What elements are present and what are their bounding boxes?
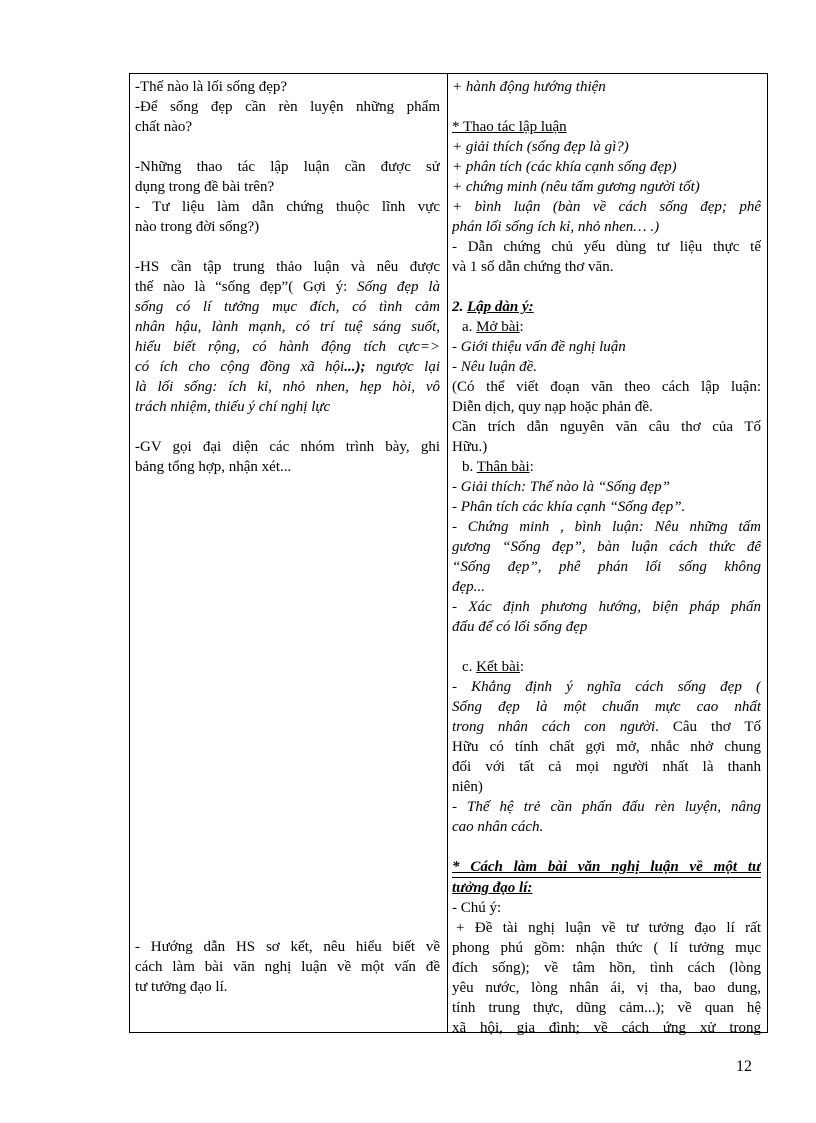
method-note-line6: xã hội, gia đình; về cách ứng xử trong [452, 1020, 761, 1036]
intro-point1: - Giới thiệu vấn đề nghị luận [452, 339, 626, 355]
question-evidence-line1: - Tư liệu làm dẫn chứng thuộc lĩnh vực [135, 199, 440, 215]
method-note-line3: đích sống); về tâm hồn, tình cách (lòng [452, 960, 761, 976]
evidence-note-line2: và 1 số dẫn chứng thơ văn. [452, 259, 614, 275]
operation-comment-line1: + bình luận (bàn về cách sống đẹp; phê [452, 199, 761, 215]
intro-heading-colon: : [519, 319, 524, 335]
question-argument-line1: -Những thao tác lập luận cần được sử [135, 159, 440, 175]
intro-heading-text: Mở bài [476, 319, 520, 335]
hs-discussion-line3: sống có lí tưởng mục đích, có tình cảm [135, 299, 440, 315]
hs-discussion-line6-a: có ích cho cộng đồng xã hội [135, 359, 345, 375]
conclusion-point1-line4: Hữu có tính chất gợi mở, nhắc nhở chung [452, 739, 761, 755]
hs-discussion-line6 [135, 357, 440, 377]
body-point-analyze: - Phân tích các khía cạnh “Sống đẹp”. [452, 499, 686, 515]
conclusion-heading-colon: : [519, 659, 525, 675]
gv-instruction-line1: -GV gọi đại diện các nhóm trình bày, ghi [135, 439, 440, 455]
body-point-direction-line2: đấu để có lối sống đẹp [452, 619, 588, 635]
question-evidence-line2: nào trong đời sống?) [135, 219, 260, 235]
method-note-line2: phong phú gồm: nhận thức ( lí tưởng mục [452, 940, 761, 956]
conclusion-point1-line5: đối với tất cả mọi người nhất là thanh [452, 759, 761, 775]
hs-discussion-line7: là lối sống: ích kỉ, nhỏ nhen, hẹp hòi, vô [135, 379, 440, 395]
question-argument-line2: dụng trong đề bài trên? [135, 179, 275, 195]
question-beautiful-life: -Thế nào là lối sống đẹp? [135, 79, 288, 95]
body-point-prove-line1: - Chứng minh , bình luận: Nêu những tấm [452, 519, 761, 535]
method-note-line5: tính trung thực, dũng cảm...); về quan hệ [452, 1000, 761, 1016]
conclusion-point1-line2: Sống đẹp là một chuẩn mực cao nhất [452, 699, 761, 715]
intro-point2: - Nêu luận đề. [452, 359, 537, 375]
body-heading-text: Thân bài [476, 459, 530, 475]
column-divider [447, 74, 448, 1032]
hs-discussion-line2 [135, 277, 440, 297]
gv-instruction-line2: bảng tổng hợp, nhận xét... [135, 459, 292, 475]
body-point-explain: - Giải thích: Thế nào là “Sống đẹp” [452, 479, 670, 495]
outline-heading [452, 297, 761, 317]
intro-note-line3: Cần trích dẫn nguyên văn câu thơ của Tố [452, 419, 761, 435]
question-qualities-line2: chất nào? [135, 119, 193, 135]
conclusion-heading [452, 657, 761, 677]
left-column-activities [135, 77, 440, 997]
outline-heading-text: Lập dàn ý: [467, 299, 534, 315]
body-heading [452, 457, 761, 477]
method-note-line1: + Đề tài nghị luận về tư tưởng đạo lí rất [456, 920, 761, 936]
guide-summary-line1: - Hướng dẫn HS sơ kết, nêu hiểu biết về [135, 939, 440, 955]
body-heading-prefix: b. [462, 459, 477, 475]
hs-discussion-line2-text: thế nào là “sống đẹp”( Gợi ý: [135, 279, 358, 295]
intro-note-line1: (Có thể viết đoạn văn theo cách lập luận: [452, 379, 761, 395]
operation-prove: + chứng minh (nêu tấm gương người tốt) [452, 179, 700, 195]
argument-operations-heading [452, 117, 761, 137]
hs-discussion-line6-c: ngược lại [375, 359, 440, 375]
argument-operations-heading-text: * Thao tác lập luận [452, 119, 567, 135]
conclusion-heading-text: Kết bài [476, 659, 520, 675]
question-qualities-line1: -Để sống đẹp cần rèn luyện những phẩm [135, 99, 440, 115]
method-note-label: - Chú ý: [452, 900, 502, 916]
method-heading-line1: * Cách làm bài văn nghị luận về một tư [452, 857, 761, 878]
operation-analyze: + phân tích (các khía cạnh sống đẹp) [452, 159, 677, 175]
right-column-content [452, 77, 761, 1038]
hs-discussion-line8: trách nhiệm, thiếu ý chí nghị lực [135, 399, 331, 415]
hs-discussion-line1: -HS cần tập trung thảo luận và nêu được [135, 259, 440, 275]
guide-summary-line2: cách làm bài văn nghị luận về một vấn đề [135, 959, 440, 975]
hs-discussion-line4: nhân hậu, lành mạnh, có trí tuệ sáng suốt, [135, 319, 440, 335]
intro-heading [452, 317, 761, 337]
intro-note-line2: Diễn dịch, quy nạp hoặc phản đề. [452, 399, 653, 415]
lesson-table [129, 73, 768, 1036]
body-point-direction-line1: - Xác định phương hướng, biện pháp phấn [452, 599, 761, 615]
outline-heading-number: 2. [452, 299, 467, 315]
conclusion-heading-prefix: c. [462, 659, 477, 675]
body-point-prove-line2: gương “Sống đẹp”, bàn luận cách thức để [452, 539, 761, 555]
intro-heading-prefix: a. [462, 319, 477, 335]
guide-summary-line3: tư tưởng đạo lí. [135, 979, 228, 995]
method-heading-line2 [452, 878, 761, 898]
conclusion-point1-line3 [452, 717, 761, 737]
conclusion-point2-line2: cao nhân cách. [452, 819, 544, 835]
page-number: 12 [736, 1058, 752, 1075]
method-note-line4: yêu nước, lòng nhân ái, vị tha, bao dung, [452, 980, 761, 996]
conclusion-point1-line3-normal: . Câu thơ Tố [655, 719, 761, 735]
operation-comment-line2: phán lối sống ích kỉ, nhỏ nhen… .) [452, 219, 660, 235]
good-action: + hành động hướng thiện [452, 79, 606, 95]
operation-explain: + giải thích (sống đẹp là gì?) [452, 139, 629, 155]
evidence-note-line1: - Dẫn chứng chủ yếu dùng tư liệu thực tế [452, 239, 761, 255]
conclusion-point1-line3-italic: trong nhân cách con người [452, 719, 656, 735]
hs-discussion-line5: hiểu biết rộng, có hành động tích cực=> [135, 339, 440, 355]
body-heading-colon: : [529, 459, 534, 475]
conclusion-point2-line1: - Thế hệ trẻ cần phấn đấu rèn luyện, nâng [452, 799, 761, 815]
body-point-prove-line4: đẹp... [452, 579, 485, 595]
hs-discussion-line6-b: ...); [344, 359, 376, 375]
conclusion-point1-line6: niên) [452, 779, 483, 795]
method-heading-line2-text: tưởng đạo lí: [452, 880, 533, 896]
body-point-prove-line3: “Sống đẹp”, phê phán lối sống không [452, 559, 761, 575]
hs-discussion-line2-italic: Sống đẹp là [357, 279, 440, 295]
intro-note-line4: Hữu.) [452, 439, 488, 455]
conclusion-point1-line1: - Khẳng định ý nghĩa cách sống đẹp ( [452, 679, 761, 695]
